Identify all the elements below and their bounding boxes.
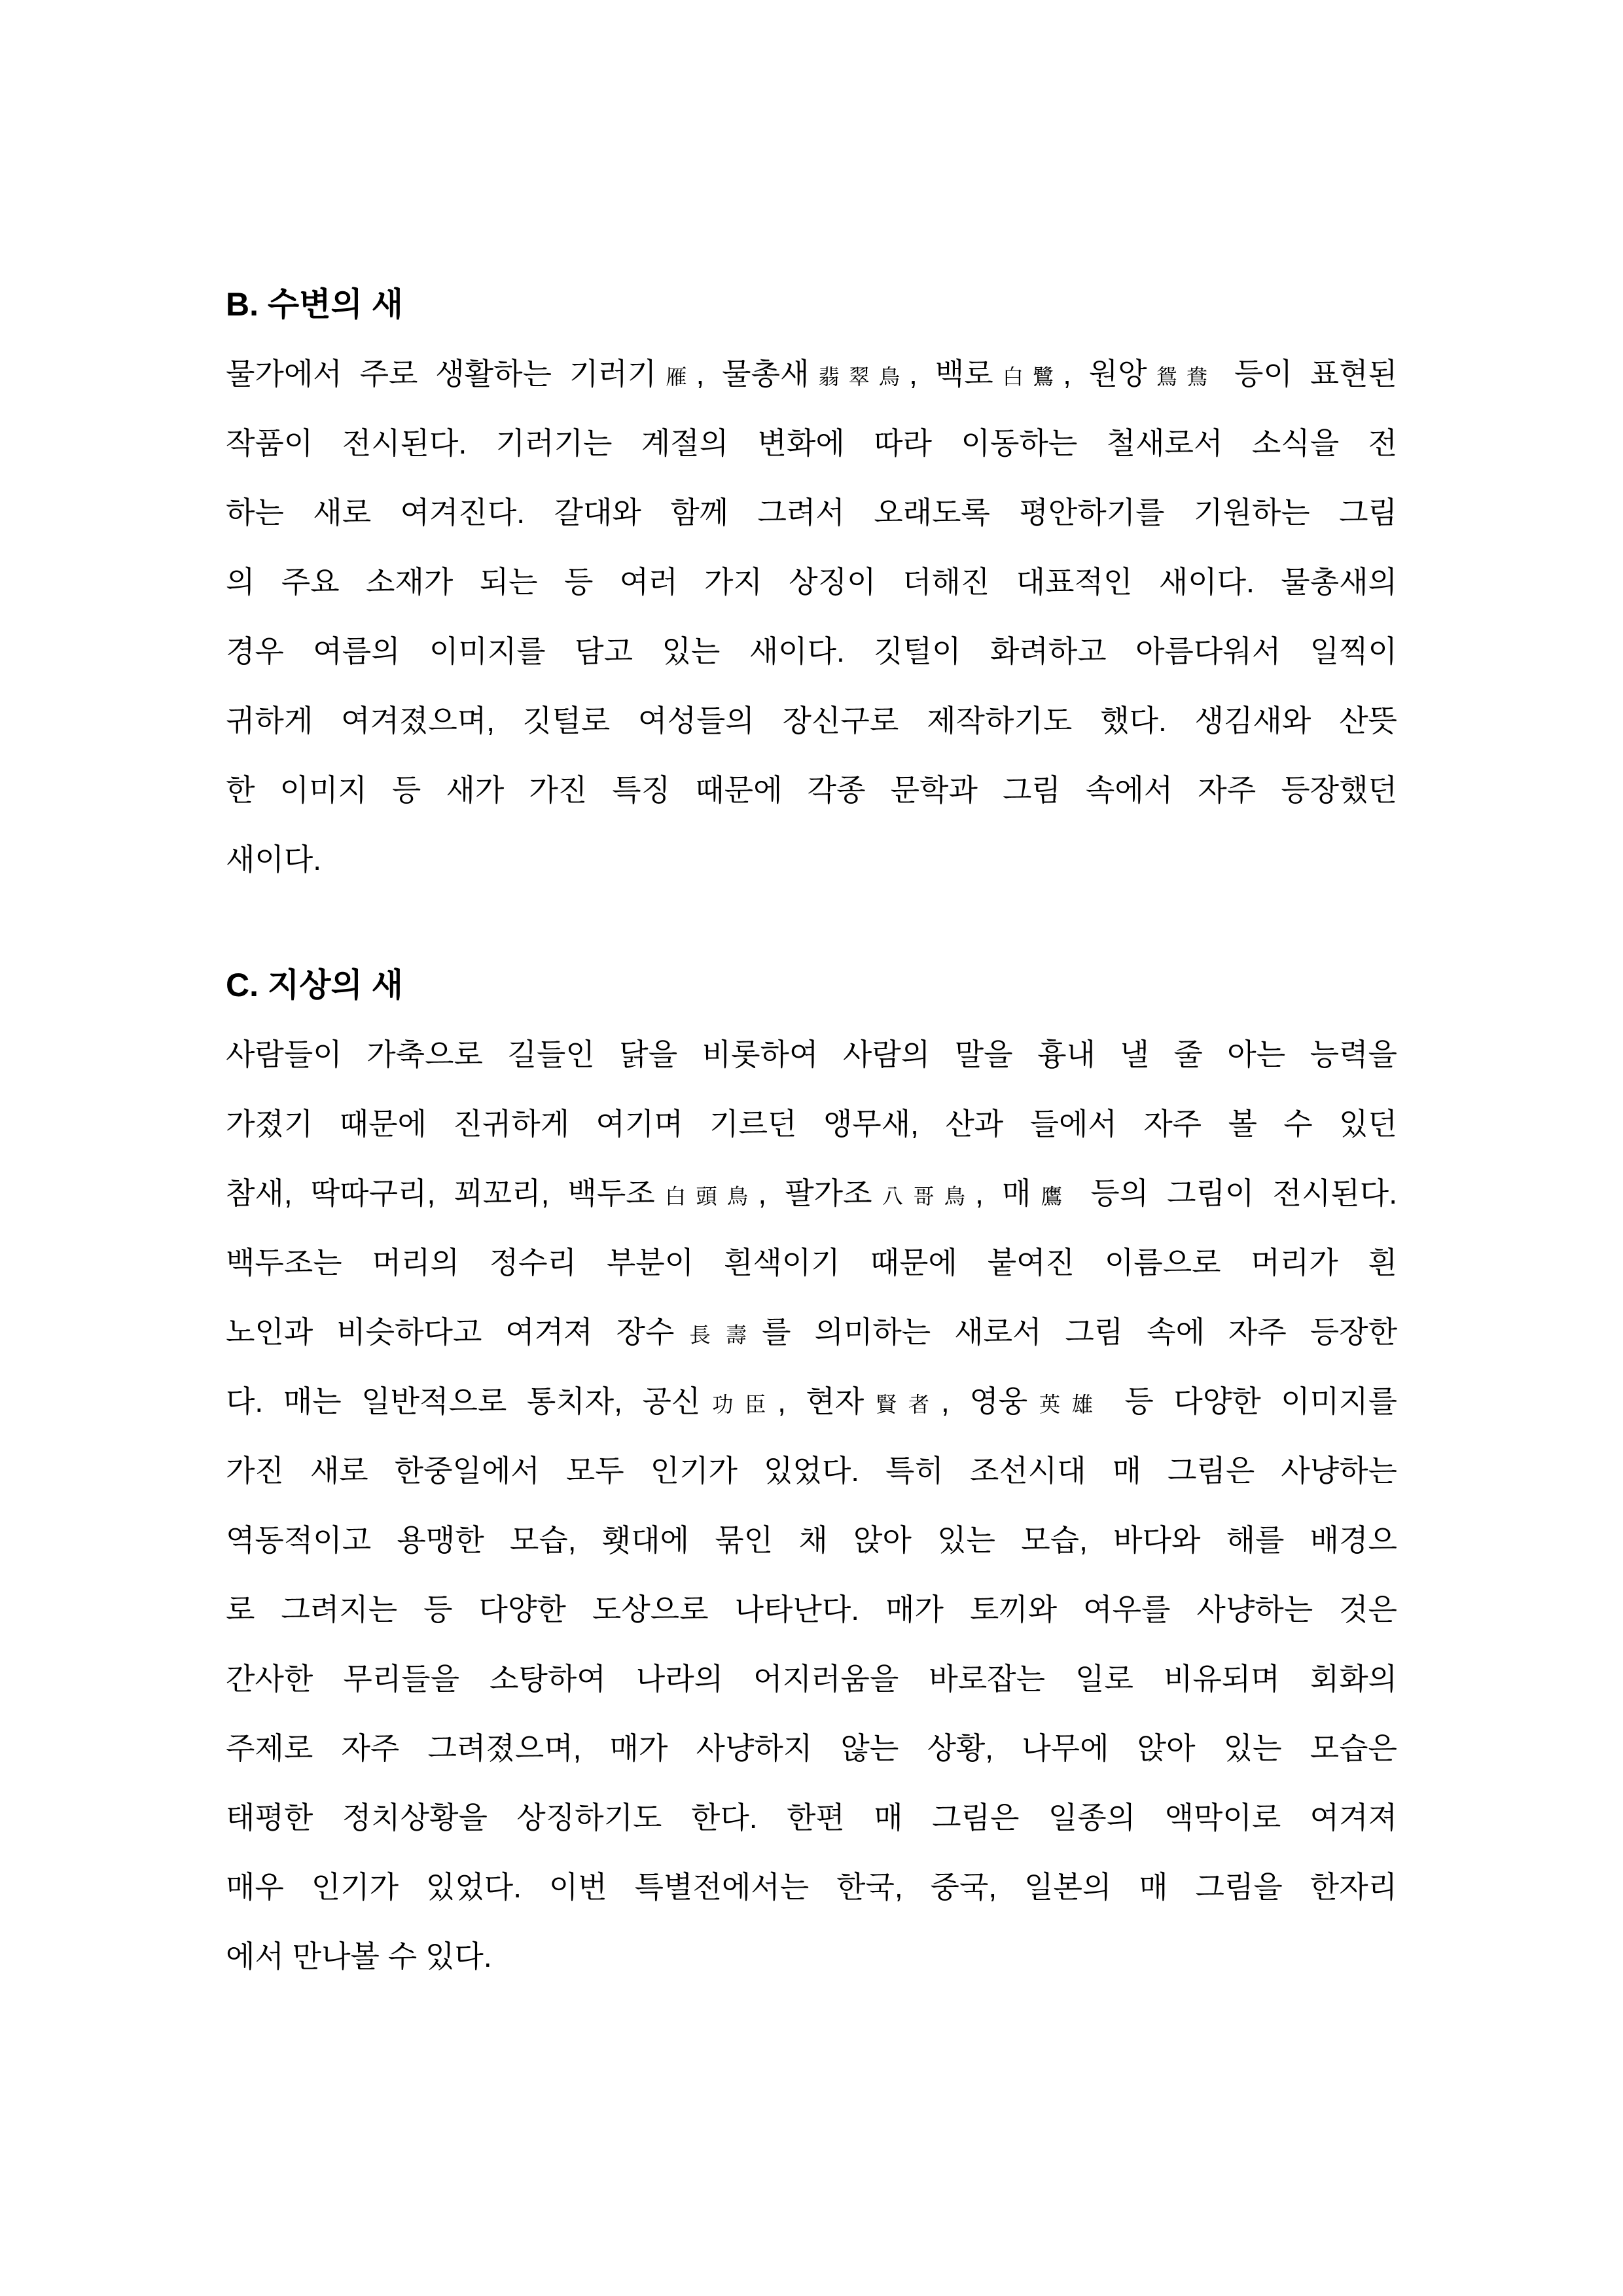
hanja-annotation: 英雄 bbox=[1027, 1393, 1105, 1416]
section-b bbox=[226, 270, 1397, 894]
text-line: 주제로 자주 그려졌으며, 매가 사냥하지 않는 상황, 나무에 앉아 있는 모습은 bbox=[226, 1731, 1397, 1765]
hanja-annotation: 白頭鳥 bbox=[654, 1185, 758, 1208]
hanja-annotation: 鴛鴦 bbox=[1147, 365, 1217, 389]
section-c-paragraph bbox=[226, 1020, 1397, 1991]
hanja-annotation: 功臣 bbox=[700, 1393, 778, 1416]
text-line: 가진 새로 한중일에서 모두 인기가 있었다. 특히 조선시대 매 그림은 사냥하는 bbox=[226, 1454, 1397, 1488]
section-c bbox=[226, 950, 1397, 1991]
text-line: 귀하게 여겨졌으며, 깃털로 여성들의 장신구로 제작하기도 했다. 생김새와 산뜻 bbox=[226, 704, 1397, 738]
text-line: 새이다. bbox=[226, 842, 322, 876]
text-line: 작품이 전시된다. 기러기는 계절의 변화에 따라 이동하는 철새로서 소식을 전 bbox=[226, 426, 1397, 460]
hanja-annotation: 白鷺 bbox=[993, 365, 1063, 389]
hanja-annotation: 長壽 bbox=[674, 1323, 762, 1347]
text-line: 다. 매는 일반적으로 통치자, 공신功臣, 현자賢者, 영웅英雄 등 다양한 이미지를 bbox=[226, 1384, 1397, 1418]
section-b-paragraph bbox=[226, 339, 1397, 894]
document-content bbox=[226, 270, 1397, 1991]
text-line: 로 그려지는 등 다양한 도상으로 나타난다. 매가 토끼와 여우를 사냥하는 것은 bbox=[226, 1592, 1397, 1626]
text-line: 에서 만나볼 수 있다. bbox=[226, 1939, 492, 1973]
text-line: 간사한 무리들을 소탕하여 나라의 어지러움을 바로잡는 일로 비유되며 회화의 bbox=[226, 1662, 1397, 1696]
text-line: 가졌기 때문에 진귀하게 여기며 기르던 앵무새, 산과 들에서 자주 볼 수 있던 bbox=[226, 1107, 1397, 1141]
hanja-annotation: 雁 bbox=[656, 365, 696, 389]
text-line: 하는 새로 여겨진다. 갈대와 함께 그려서 오래도록 평안하기를 기원하는 그림 bbox=[226, 495, 1397, 529]
text-line: 역동적이고 용맹한 모습, 횃대에 묶인 채 앉아 있는 모습, 바다와 해를 배경으 bbox=[226, 1523, 1397, 1557]
text-line: 사람들이 가축으로 길들인 닭을 비롯하여 사람의 말을 흉내 낼 줄 아는 능력을 bbox=[226, 1037, 1397, 1071]
hanja-annotation: 鷹 bbox=[1031, 1185, 1073, 1208]
section-c-heading: C. 지상의 새 bbox=[226, 967, 403, 1003]
text-line: 태평한 정치상황을 상징하기도 한다. 한편 매 그림은 일종의 액막이로 여겨져 bbox=[226, 1801, 1397, 1835]
text-line: 경우 여름의 이미지를 담고 있는 새이다. 깃털이 화려하고 아름다워서 일찍이 bbox=[226, 634, 1397, 668]
section-b-heading: B. 수변의 새 bbox=[226, 286, 403, 323]
text-line: 한 이미지 등 새가 가진 특징 때문에 각종 문학과 그림 속에서 자주 등장했던 bbox=[226, 773, 1397, 807]
text-line: 물가에서 주로 생활하는 기러기雁, 물총새翡翠鳥, 백로白鷺, 원앙鴛鴦 등이 표현된 bbox=[226, 357, 1397, 391]
hanja-annotation: 翡翠鳥 bbox=[809, 365, 910, 389]
text-line: 백두조는 머리의 정수리 부분이 흰색이기 때문에 붙여진 이름으로 머리가 흰 bbox=[226, 1246, 1397, 1280]
text-line: 의 주요 소재가 되는 등 여러 가지 상징이 더해진 대표적인 새이다. 물총새의 bbox=[226, 565, 1397, 599]
text-line: 참새, 딱따구리, 꾀꼬리, 백두조白頭鳥, 팔가조八哥鳥, 매鷹 등의 그림이 전시된다. bbox=[226, 1176, 1397, 1210]
text-line: 노인과 비슷하다고 여겨져 장수長壽를 의미하는 새로서 그림 속에 자주 등장한 bbox=[226, 1315, 1397, 1349]
text-line: 매우 인기가 있었다. 이번 특별전에서는 한국, 중국, 일본의 매 그림을 한자리 bbox=[226, 1870, 1397, 1904]
hanja-annotation: 賢者 bbox=[864, 1393, 941, 1416]
hanja-annotation: 八哥鳥 bbox=[872, 1185, 976, 1208]
